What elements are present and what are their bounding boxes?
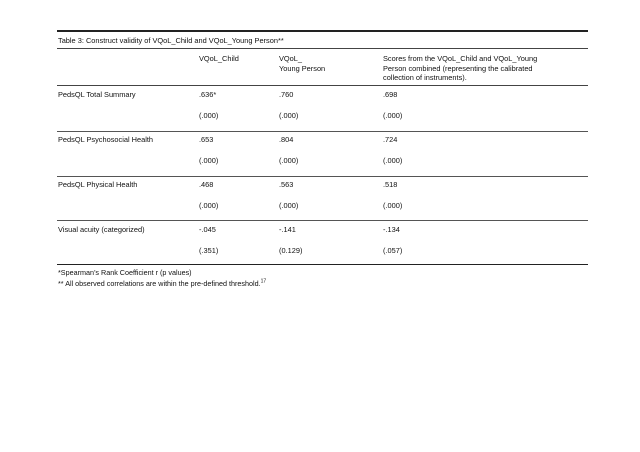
cell-young-r: .760 [279,90,294,99]
footnote-threshold-text: ** All observed correlations are within the pre-defined threshold. [58,279,261,288]
header-vqol-young-person [279,54,325,73]
row-divider [57,220,588,221]
cell-young-r: -.141 [279,225,296,234]
header-rule [57,85,588,86]
header-combined-line1: Scores from the VQoL_Child and VQoL_Young [383,54,538,63]
cell-combined-r: -.134 [383,225,400,234]
row-label: PedsQL Total Summary [58,90,136,99]
cell-child-p: (.000) [199,156,219,165]
table-bottom-rule [57,264,588,265]
cell-young-p: (.000) [279,111,299,120]
footnote-reference: 17 [260,278,267,285]
header-combined-line2: Person combined (representing the calibrated [383,63,533,73]
header-vqol-child-text: VQoL_Child [199,54,239,63]
cell-child-r: -.045 [199,225,216,234]
row-label: PedsQL Physical Health [58,180,138,189]
cell-young-r: .804 [279,135,294,144]
row-divider [57,176,588,177]
table-title: Table 3: Construct validity of VQoL_Child and VQoL_Young Person** [58,36,284,45]
row-divider [57,131,588,132]
cell-combined-p: (.057) [383,246,403,255]
cell-combined-r: .698 [383,90,398,99]
cell-child-r: .468 [199,180,214,189]
header-vqol-young-person-line1: VQoL_ [279,54,303,63]
table-top-rule [57,30,588,32]
cell-combined-p: (.000) [383,201,403,210]
cell-combined-p: (.000) [383,111,403,120]
cell-child-r: .653 [199,135,214,144]
cell-young-p: (.000) [279,201,299,210]
footnote-spearman: *Spearman’s Rank Coefficient r (p values) [58,268,192,277]
header-vqol-young-person-line2: Young Person [279,63,326,73]
title-rule [57,48,588,49]
cell-combined-r: .724 [383,135,398,144]
cell-young-r: .563 [279,180,294,189]
cell-child-p: (.000) [199,111,219,120]
cell-combined-p: (.000) [383,156,403,165]
header-vqol-child [199,54,239,64]
footnote-threshold [58,279,266,288]
row-label: PedsQL Psychosocial Health [58,135,154,144]
cell-child-r: .636* [199,90,217,99]
cell-child-p: (.351) [199,246,219,255]
cell-child-p: (.000) [199,201,219,210]
cell-young-p: (0.129) [279,246,303,255]
header-combined-scores [383,54,583,83]
row-label: Visual acuity (categorized) [58,225,145,234]
header-combined-line3: collection of instruments). [383,73,467,83]
cell-young-p: (.000) [279,156,299,165]
cell-combined-r: .518 [383,180,398,189]
